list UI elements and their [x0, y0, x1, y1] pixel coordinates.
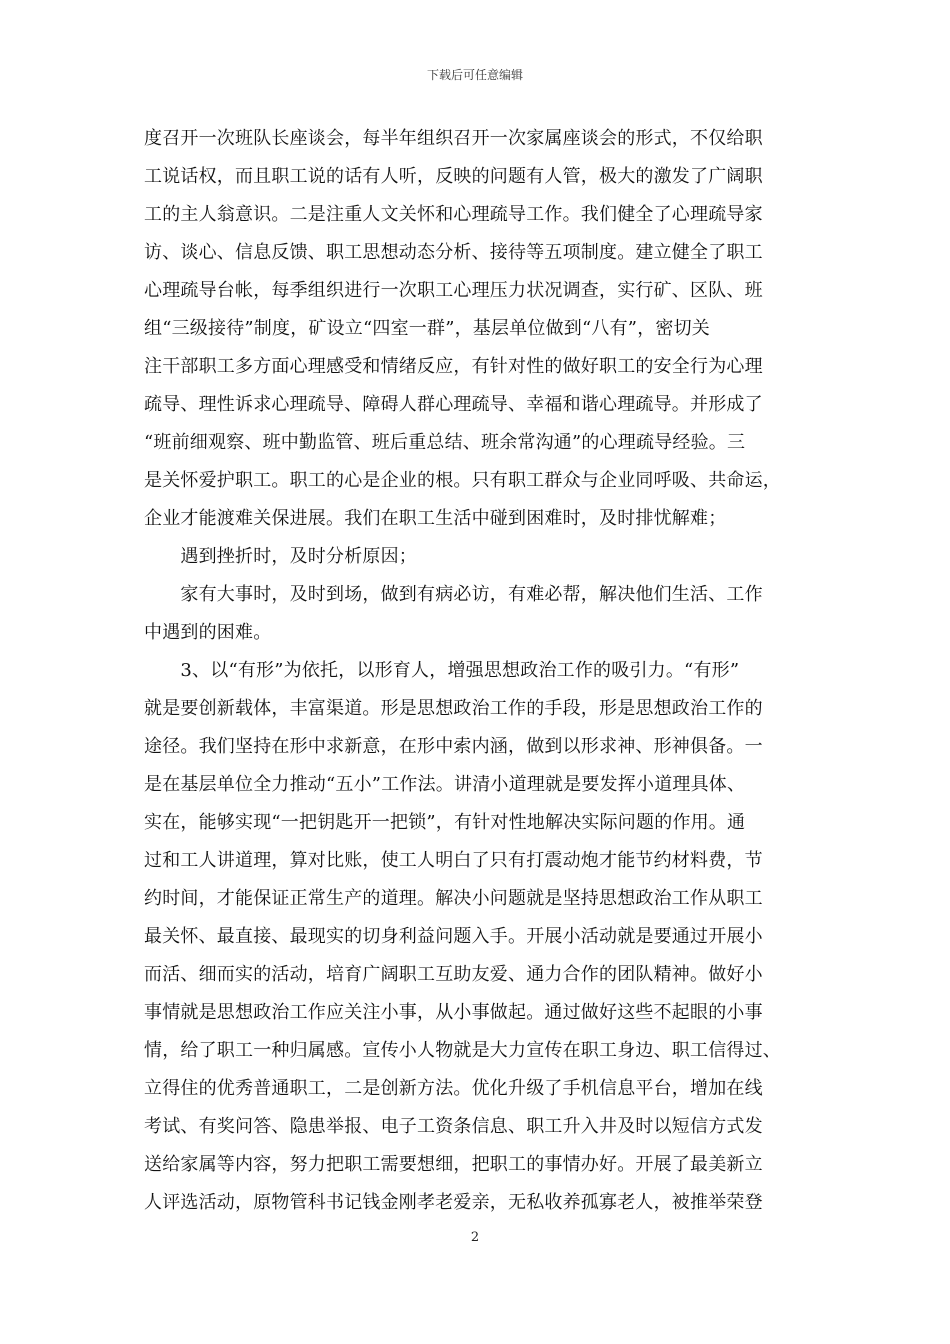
text-line: “班前细观察、班中勤监管、班后重总结、班余常沟通”的心理疏导经验。三: [144, 432, 746, 453]
text-line: 组“三级接待”制度，矿设立“四室一群”，基层单位做到“八有”，密切关: [144, 318, 711, 339]
text-line: 注干部职工多方面心理感受和情绪反应，有针对性的做好职工的安全行为心理: [144, 356, 763, 377]
page-header: 下载后可任意编辑: [426, 68, 523, 82]
text-line: 约时间，才能保证正常生产的道理。解决小问题就是坚持思想政治工作从职工: [144, 888, 763, 909]
text-line: 实在，能够实现“一把钥匙开一把锁”，有针对性地解决实际问题的作用。通: [144, 812, 746, 833]
text-line: 中遇到的困难。: [144, 622, 272, 643]
text-line: 事情就是思想政治工作应关注小事，从小事做起。通过做好这些不起眼的小事: [144, 1002, 763, 1023]
page-number: 2: [470, 1230, 480, 1245]
text-line: 工的主人翁意识。二是注重人文关怀和心理疏导工作。我们健全了心理疏导家: [144, 204, 763, 225]
text-line: 家有大事时，及时到场，做到有病必访，有难必帮，解决他们生活、工作: [144, 584, 763, 605]
text-line: 途径。我们坚持在形中求新意，在形中索内涵，做到以形求神、形神俱备。一: [144, 736, 763, 757]
document-body: [144, 120, 806, 1222]
text-line: 3、以“有形”为依托，以形育人，增强思想政治工作的吸引力。“有形”: [144, 660, 740, 681]
text-line: 过和工人讲道理，算对比账，使工人明白了只有打震动炮才能节约材料费，节: [144, 850, 763, 871]
text-line: 心理疏导台帐，每季组织进行一次职工心理压力状况调查，实行矿、区队、班: [144, 280, 763, 301]
text-line: 情，给了职工一种归属感。宣传小人物就是大力宣传在职工身边、职工信得过、: [144, 1040, 781, 1061]
text-line: 人评选活动，原物管科书记钱金刚孝老爱亲，无私收养孤寡老人，被推举荣登: [144, 1192, 763, 1213]
text-line: 遇到挫折时，及时分析原因；: [144, 546, 417, 567]
text-line: 是在基层单位全力推动“五小”工作法。讲清小道理就是要发挥小道理具体、: [144, 774, 746, 795]
text-line: 就是要创新载体，丰富渠道。形是思想政治工作的手段，形是思想政治工作的: [144, 698, 763, 719]
text-line: 送给家属等内容，努力把职工需要想细，把职工的事情办好。开展了最美新立: [144, 1154, 763, 1175]
text-line: 而活、细而实的活动，培育广阔职工互助友爱、通力合作的团队精神。做好小: [144, 964, 763, 985]
text-line: 工说话权，而且职工说的话有人听，反映的问题有人管，极大的激发了广阔职: [144, 166, 763, 187]
text-line: 疏导、理性诉求心理疏导、障碍人群心理疏导、幸福和谐心理疏导。并形成了: [144, 394, 763, 415]
text-line: 度召开一次班队长座谈会，每半年组织召开一次家属座谈会的形式，不仅给职: [144, 128, 763, 149]
text-line: 企业才能渡难关保进展。我们在职工生活中碰到困难时，及时排忧解难；: [144, 508, 727, 529]
text-line: 是关怀爱护职工。职工的心是企业的根。只有职工群众与企业同呼吸、共命运，: [144, 470, 781, 491]
text-line: 访、谈心、信息反馈、职工思想动态分析、接待等五项制度。建立健全了职工: [144, 242, 763, 263]
text-line: 考试、有奖问答、隐患举报、电子工资条信息、职工升入井及时以短信方式发: [144, 1116, 763, 1137]
text-line: 立得住的优秀普通职工，二是创新方法。优化升级了手机信息平台，增加在线: [144, 1078, 763, 1099]
text-line: 最关怀、最直接、最现实的切身利益问题入手。开展小活动就是要通过开展小: [144, 926, 763, 947]
